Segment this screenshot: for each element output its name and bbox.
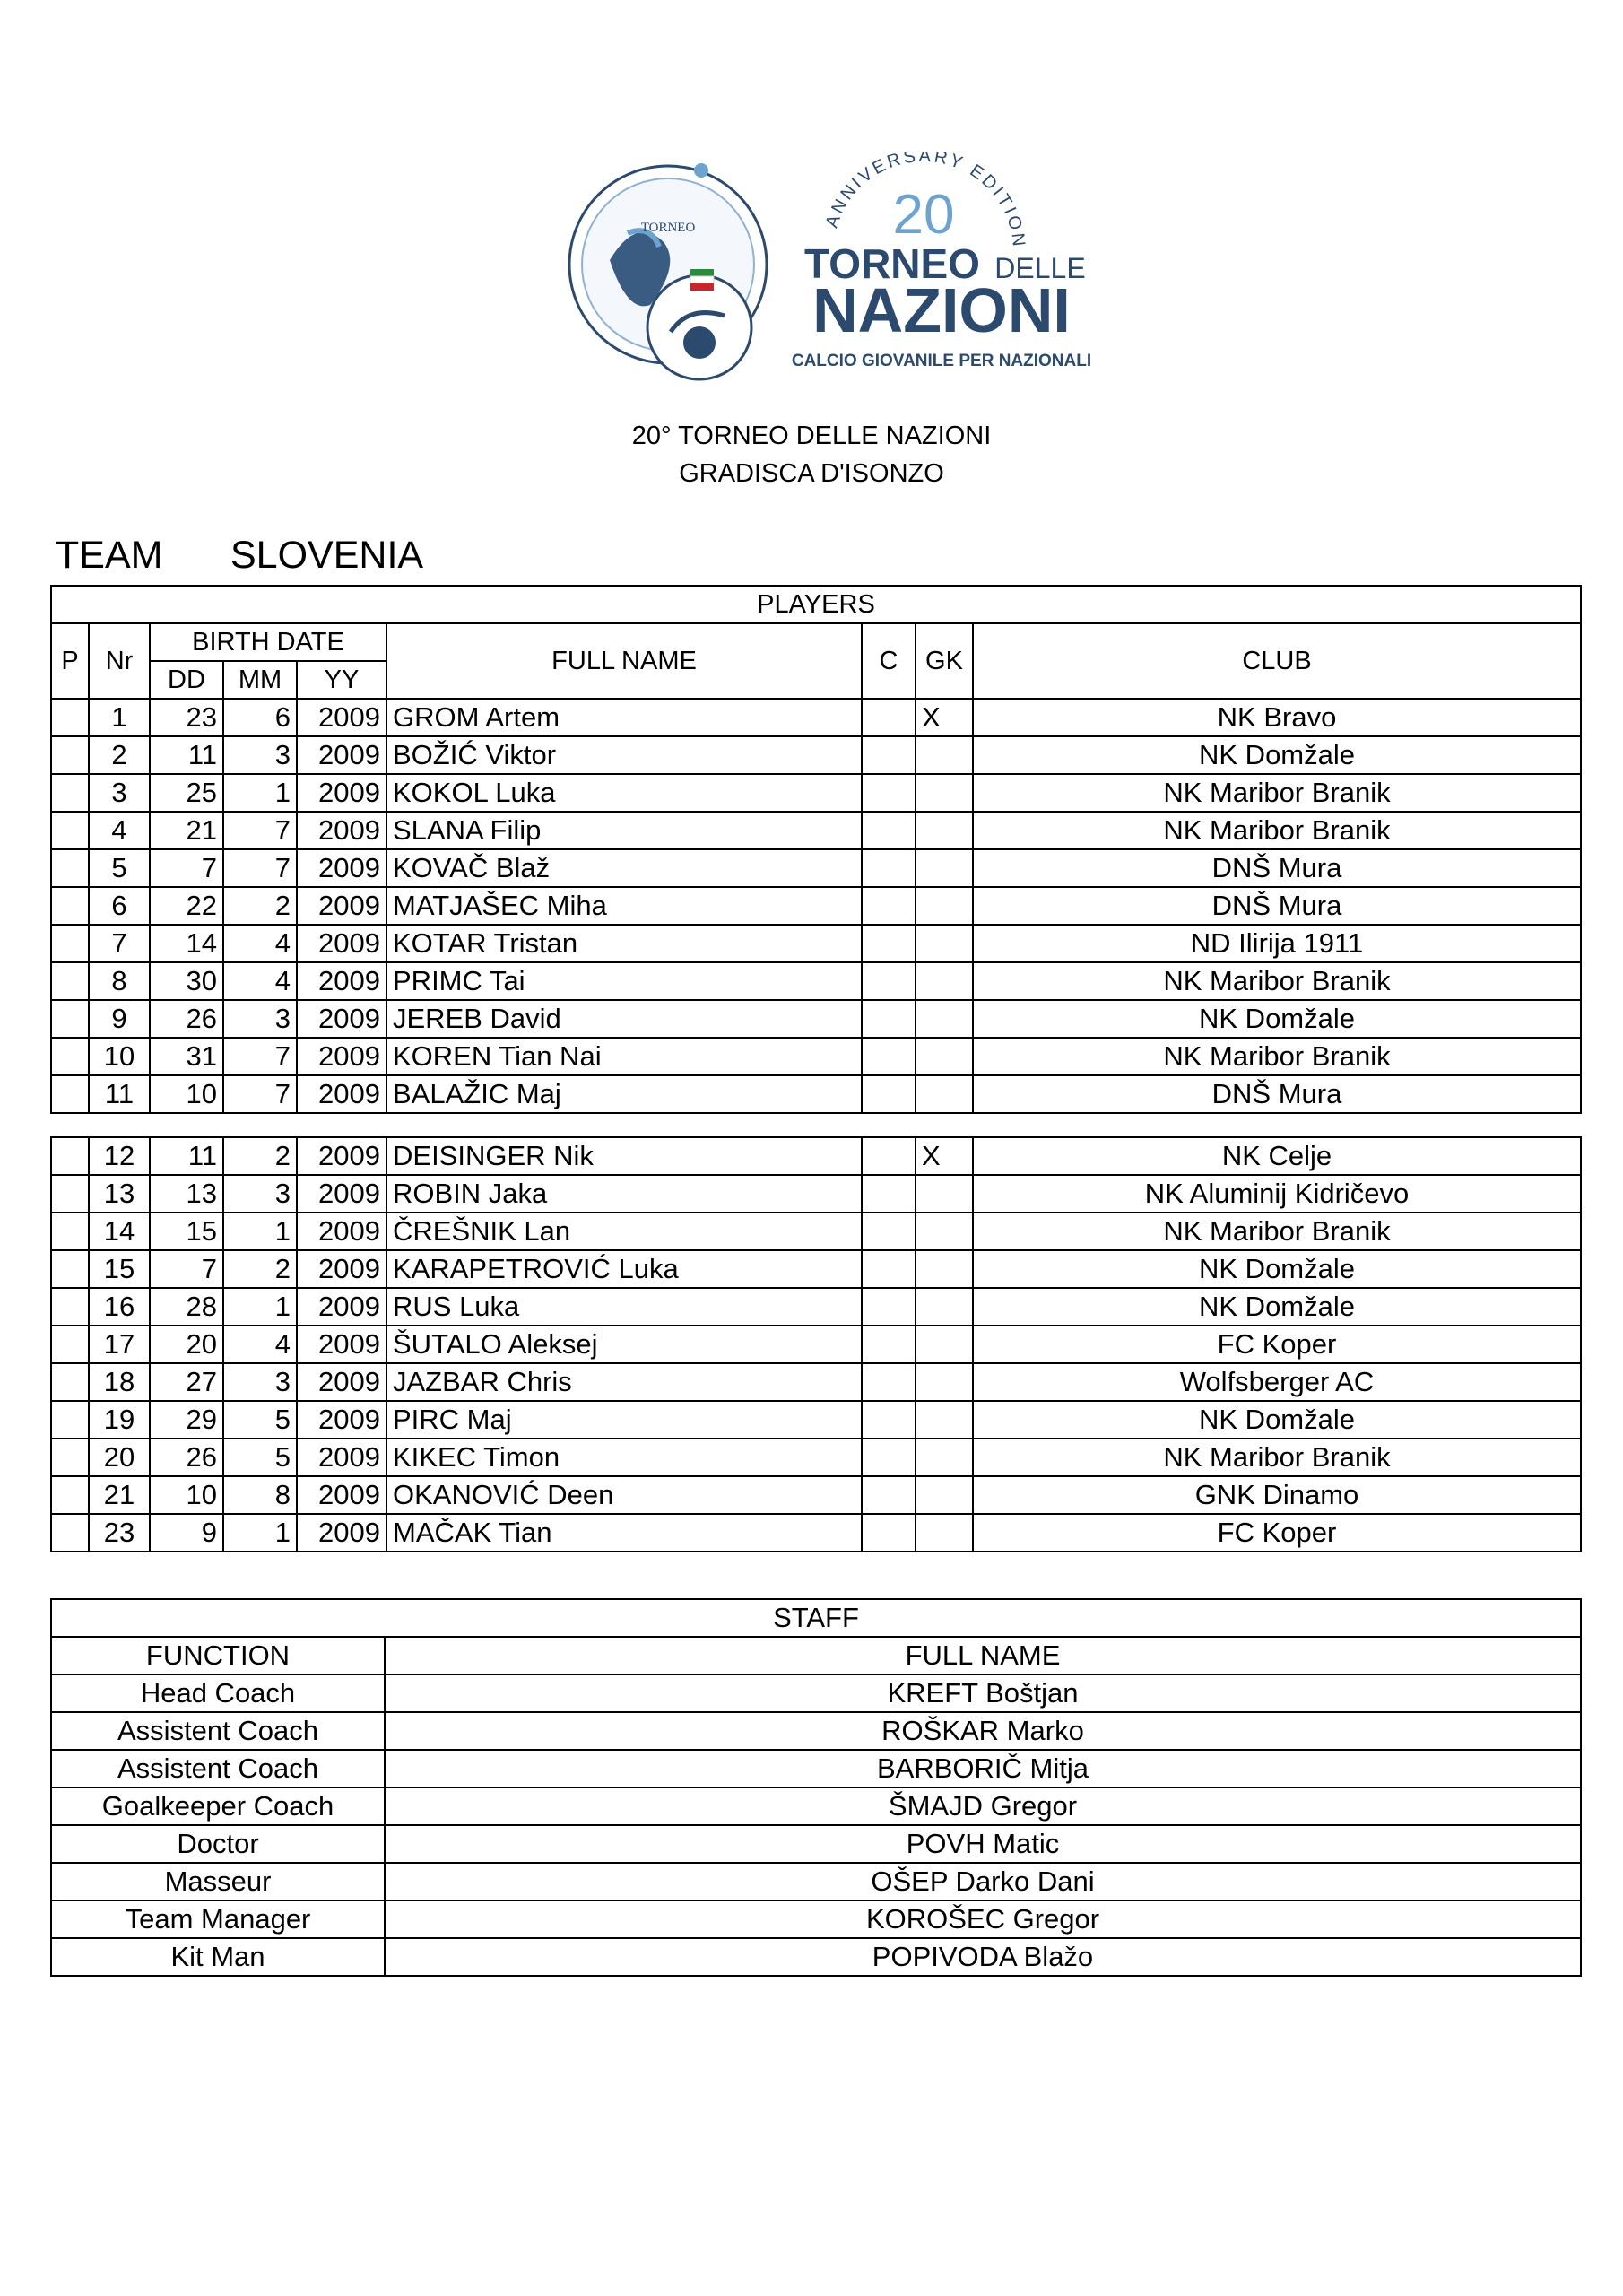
player-position: [51, 1401, 89, 1439]
player-birth-month: 4: [223, 962, 297, 1000]
players-table-a: [50, 585, 1582, 1114]
player-captain-mark: [862, 1514, 916, 1552]
svg-text:DELLE: DELLE: [994, 252, 1086, 284]
player-birth-year: 2009: [297, 849, 386, 887]
player-club: NK Domžale: [973, 1250, 1581, 1288]
player-full-name: KOVAČ Blaž: [386, 849, 862, 887]
player-goalkeeper-mark: [916, 1175, 973, 1213]
svg-text:TORNEO: TORNEO: [640, 221, 696, 235]
player-club: NK Aluminij Kidričevo: [973, 1175, 1581, 1213]
player-captain-mark: [862, 774, 916, 812]
player-number: 18: [89, 1363, 150, 1401]
staff-function: Team Manager: [51, 1900, 385, 1938]
player-birth-day: 20: [150, 1326, 223, 1363]
player-captain-mark: [862, 1075, 916, 1113]
player-position: [51, 1213, 89, 1250]
player-number: 4: [89, 812, 150, 849]
player-position: [51, 1476, 89, 1514]
player-goalkeeper-mark: [916, 925, 973, 962]
player-full-name: KARAPETROVIĆ Luka: [386, 1250, 862, 1288]
player-birth-year: 2009: [297, 1476, 386, 1514]
player-number: 5: [89, 849, 150, 887]
col-header-club: CLUB: [973, 623, 1581, 699]
player-birth-day: 10: [150, 1476, 223, 1514]
player-birth-day: 14: [150, 925, 223, 962]
player-birth-year: 2009: [297, 887, 386, 925]
player-full-name: OKANOVIĆ Deen: [386, 1476, 862, 1514]
player-goalkeeper-mark: [916, 1514, 973, 1552]
player-number: 15: [89, 1250, 150, 1288]
player-birth-year: 2009: [297, 1288, 386, 1326]
player-position: [51, 1326, 89, 1363]
svg-text:TORNEO: TORNEO: [804, 240, 980, 287]
player-position: [51, 1439, 89, 1476]
staff-full-name: KREFT Boštjan: [385, 1674, 1581, 1712]
player-birth-year: 2009: [297, 962, 386, 1000]
player-position: [51, 849, 89, 887]
player-club: NK Celje: [973, 1137, 1581, 1175]
player-number: 11: [89, 1075, 150, 1113]
player-position: [51, 812, 89, 849]
player-goalkeeper-mark: [916, 1075, 973, 1113]
player-row: [51, 1326, 1581, 1363]
staff-function: Assistent Coach: [51, 1750, 385, 1787]
player-position: [51, 1514, 89, 1552]
player-number: 6: [89, 887, 150, 925]
player-full-name: JAZBAR Chris: [386, 1363, 862, 1401]
player-birth-day: 28: [150, 1288, 223, 1326]
player-club: NK Domžale: [973, 1401, 1581, 1439]
player-goalkeeper-mark: [916, 1000, 973, 1038]
player-number: 16: [89, 1288, 150, 1326]
staff-row: [51, 1750, 1581, 1787]
player-birth-day: 26: [150, 1439, 223, 1476]
player-goalkeeper-mark: [916, 1213, 973, 1250]
player-club: NK Domžale: [973, 1288, 1581, 1326]
player-position: [51, 1250, 89, 1288]
player-captain-mark: [862, 1250, 916, 1288]
player-full-name: MAČAK Tian: [386, 1514, 862, 1552]
player-row: [51, 1288, 1581, 1326]
player-goalkeeper-mark: [916, 1401, 973, 1439]
player-birth-year: 2009: [297, 1075, 386, 1113]
player-birth-month: 3: [223, 1363, 297, 1401]
player-captain-mark: [862, 962, 916, 1000]
player-number: 17: [89, 1326, 150, 1363]
player-captain-mark: [862, 1000, 916, 1038]
player-captain-mark: [862, 1363, 916, 1401]
player-full-name: KOREN Tian Nai: [386, 1038, 862, 1075]
team-label: TEAM: [56, 534, 163, 577]
player-birth-month: 5: [223, 1439, 297, 1476]
player-goalkeeper-mark: X: [916, 699, 973, 736]
player-birth-day: 22: [150, 887, 223, 925]
player-birth-day: 23: [150, 699, 223, 736]
player-birth-year: 2009: [297, 774, 386, 812]
player-captain-mark: [862, 1137, 916, 1175]
player-goalkeeper-mark: [916, 1326, 973, 1363]
player-position: [51, 1288, 89, 1326]
team-name: SLOVENIA: [230, 534, 424, 577]
player-position: [51, 925, 89, 962]
player-birth-year: 2009: [297, 699, 386, 736]
staff-function: Goalkeeper Coach: [51, 1787, 385, 1825]
player-full-name: PRIMC Tai: [386, 962, 862, 1000]
player-birth-year: 2009: [297, 1137, 386, 1175]
player-club: ND Ilirija 1911: [973, 925, 1581, 962]
player-goalkeeper-mark: X: [916, 1137, 973, 1175]
player-birth-year: 2009: [297, 1439, 386, 1476]
player-full-name: JEREB David: [386, 1000, 862, 1038]
tournament-logo: [565, 152, 1103, 386]
player-captain-mark: [862, 1038, 916, 1075]
player-club: NK Maribor Branik: [973, 1038, 1581, 1075]
player-number: 20: [89, 1439, 150, 1476]
player-number: 3: [89, 774, 150, 812]
player-birth-day: 11: [150, 1137, 223, 1175]
player-club: NK Domžale: [973, 736, 1581, 774]
player-row: [51, 962, 1581, 1000]
player-position: [51, 962, 89, 1000]
player-birth-day: 7: [150, 849, 223, 887]
player-birth-year: 2009: [297, 1363, 386, 1401]
player-row: [51, 1514, 1581, 1552]
col-header-full-name: FULL NAME: [386, 623, 862, 699]
player-captain-mark: [862, 925, 916, 962]
player-number: 14: [89, 1213, 150, 1250]
player-full-name: MATJAŠEC Miha: [386, 887, 862, 925]
player-birth-year: 2009: [297, 1213, 386, 1250]
player-number: 7: [89, 925, 150, 962]
player-captain-mark: [862, 1175, 916, 1213]
col-header-birth-date: BIRTH DATE: [150, 623, 386, 661]
player-captain-mark: [862, 1213, 916, 1250]
player-birth-month: 5: [223, 1401, 297, 1439]
player-birth-year: 2009: [297, 1175, 386, 1213]
col-header-p: P: [51, 623, 89, 699]
player-full-name: DEISINGER Nik: [386, 1137, 862, 1175]
player-row: [51, 774, 1581, 812]
player-club: NK Maribor Branik: [973, 812, 1581, 849]
player-captain-mark: [862, 812, 916, 849]
player-goalkeeper-mark: [916, 962, 973, 1000]
player-row: [51, 887, 1581, 925]
player-goalkeeper-mark: [916, 774, 973, 812]
staff-row: [51, 1900, 1581, 1938]
col-header-goalkeeper: GK: [916, 623, 973, 699]
player-full-name: BALAŽIC Maj: [386, 1075, 862, 1113]
staff-function: Head Coach: [51, 1674, 385, 1712]
player-birth-day: 11: [150, 736, 223, 774]
player-birth-month: 1: [223, 1288, 297, 1326]
player-number: 9: [89, 1000, 150, 1038]
player-row: [51, 1038, 1581, 1075]
player-birth-month: 2: [223, 1250, 297, 1288]
player-club: NK Maribor Branik: [973, 1213, 1581, 1250]
tournament-location: GRADISCA D'ISONZO: [679, 459, 944, 488]
player-birth-month: 8: [223, 1476, 297, 1514]
player-goalkeeper-mark: [916, 1476, 973, 1514]
player-full-name: GROM Artem: [386, 699, 862, 736]
player-club: FC Koper: [973, 1514, 1581, 1552]
player-number: 12: [89, 1137, 150, 1175]
staff-section-title: STAFF: [51, 1599, 1581, 1637]
player-full-name: KOTAR Tristan: [386, 925, 862, 962]
player-row: [51, 736, 1581, 774]
player-birth-year: 2009: [297, 736, 386, 774]
player-position: [51, 1038, 89, 1075]
player-birth-day: 15: [150, 1213, 223, 1250]
player-birth-month: 1: [223, 1213, 297, 1250]
team-line: [56, 534, 423, 578]
player-row: [51, 1175, 1581, 1213]
player-club: DNŠ Mura: [973, 849, 1581, 887]
player-club: GNK Dinamo: [973, 1476, 1581, 1514]
player-birth-day: 26: [150, 1000, 223, 1038]
staff-full-name: BARBORIČ Mitja: [385, 1750, 1581, 1787]
player-birth-day: 21: [150, 812, 223, 849]
player-full-name: SLANA Filip: [386, 812, 862, 849]
player-position: [51, 774, 89, 812]
player-full-name: ŠUTALO Aleksej: [386, 1326, 862, 1363]
player-captain-mark: [862, 887, 916, 925]
staff-full-name: POVH Matic: [385, 1825, 1581, 1863]
staff-table: [50, 1598, 1582, 1977]
player-row: [51, 1137, 1581, 1175]
player-number: 2: [89, 736, 150, 774]
tournament-logo-graphic: [565, 152, 1103, 386]
player-row: [51, 1401, 1581, 1439]
player-birth-day: 25: [150, 774, 223, 812]
staff-row: [51, 1787, 1581, 1825]
player-goalkeeper-mark: [916, 1439, 973, 1476]
staff-function: Doctor: [51, 1825, 385, 1863]
svg-text:CALCIO GIOVANILE PER NAZIONALI: CALCIO GIOVANILE PER NAZIONALI: [791, 352, 1092, 370]
player-number: 23: [89, 1514, 150, 1552]
player-row: [51, 1000, 1581, 1038]
player-captain-mark: [862, 1326, 916, 1363]
player-goalkeeper-mark: [916, 1288, 973, 1326]
player-birth-year: 2009: [297, 1514, 386, 1552]
player-club: NK Maribor Branik: [973, 774, 1581, 812]
staff-row: [51, 1712, 1581, 1750]
player-captain-mark: [862, 736, 916, 774]
player-club: Wolfsberger AC: [973, 1363, 1581, 1401]
player-birth-month: 3: [223, 1000, 297, 1038]
staff-row: [51, 1825, 1581, 1863]
svg-text:NAZIONI: NAZIONI: [812, 275, 1071, 345]
player-birth-month: 3: [223, 1175, 297, 1213]
col-header-nr: Nr: [89, 623, 150, 699]
player-birth-month: 3: [223, 736, 297, 774]
player-birth-month: 1: [223, 774, 297, 812]
player-row: [51, 1476, 1581, 1514]
player-goalkeeper-mark: [916, 1250, 973, 1288]
player-birth-month: 6: [223, 699, 297, 736]
player-goalkeeper-mark: [916, 1363, 973, 1401]
player-goalkeeper-mark: [916, 736, 973, 774]
player-number: 21: [89, 1476, 150, 1514]
player-birth-year: 2009: [297, 812, 386, 849]
staff-function: Assistent Coach: [51, 1712, 385, 1750]
staff-full-name: ŠMAJD Gregor: [385, 1787, 1581, 1825]
player-birth-year: 2009: [297, 1250, 386, 1288]
player-birth-month: 7: [223, 849, 297, 887]
player-position: [51, 736, 89, 774]
player-number: 19: [89, 1401, 150, 1439]
col-header-function: FUNCTION: [51, 1637, 385, 1674]
player-goalkeeper-mark: [916, 849, 973, 887]
player-row: [51, 849, 1581, 887]
player-birth-year: 2009: [297, 1000, 386, 1038]
player-goalkeeper-mark: [916, 887, 973, 925]
player-club: NK Bravo: [973, 699, 1581, 736]
player-full-name: KIKEC Timon: [386, 1439, 862, 1476]
player-birth-day: 13: [150, 1175, 223, 1213]
player-captain-mark: [862, 1288, 916, 1326]
player-birth-year: 2009: [297, 1401, 386, 1439]
svg-text:20: 20: [892, 184, 955, 246]
player-number: 13: [89, 1175, 150, 1213]
player-captain-mark: [862, 849, 916, 887]
players-section-title: PLAYERS: [51, 586, 1581, 623]
col-header-captain: C: [862, 623, 916, 699]
staff-row: [51, 1938, 1581, 1976]
player-birth-day: 31: [150, 1038, 223, 1075]
player-row: [51, 925, 1581, 962]
player-full-name: BOŽIĆ Viktor: [386, 736, 862, 774]
player-birth-day: 7: [150, 1250, 223, 1288]
staff-function: Masseur: [51, 1863, 385, 1900]
player-birth-day: 9: [150, 1514, 223, 1552]
col-header-dd: DD: [150, 661, 223, 699]
player-full-name: ROBIN Jaka: [386, 1175, 862, 1213]
player-captain-mark: [862, 1476, 916, 1514]
player-birth-month: 7: [223, 1038, 297, 1075]
staff-row: [51, 1863, 1581, 1900]
players-table-b: [50, 1136, 1582, 1552]
player-position: [51, 1175, 89, 1213]
player-birth-month: 2: [223, 1137, 297, 1175]
player-birth-day: 30: [150, 962, 223, 1000]
player-captain-mark: [862, 1401, 916, 1439]
player-position: [51, 1137, 89, 1175]
player-club: NK Maribor Branik: [973, 1439, 1581, 1476]
player-row: [51, 699, 1581, 736]
player-full-name: PIRC Maj: [386, 1401, 862, 1439]
col-header-yy: YY: [297, 661, 386, 699]
player-full-name: KOKOL Luka: [386, 774, 862, 812]
player-row: [51, 1250, 1581, 1288]
player-full-name: RUS Luka: [386, 1288, 862, 1326]
staff-function: Kit Man: [51, 1938, 385, 1976]
player-birth-day: 27: [150, 1363, 223, 1401]
player-position: [51, 699, 89, 736]
staff-full-name: ROŠKAR Marko: [385, 1712, 1581, 1750]
player-row: [51, 1075, 1581, 1113]
staff-full-name: POPIVODA Blažo: [385, 1938, 1581, 1976]
player-row: [51, 1213, 1581, 1250]
player-goalkeeper-mark: [916, 1038, 973, 1075]
player-birth-year: 2009: [297, 1326, 386, 1363]
player-row: [51, 812, 1581, 849]
player-birth-day: 10: [150, 1075, 223, 1113]
player-club: FC Koper: [973, 1326, 1581, 1363]
col-header-mm: MM: [223, 661, 297, 699]
player-club: NK Maribor Branik: [973, 962, 1581, 1000]
player-birth-month: 2: [223, 887, 297, 925]
player-number: 1: [89, 699, 150, 736]
player-captain-mark: [862, 1439, 916, 1476]
player-row: [51, 1439, 1581, 1476]
player-goalkeeper-mark: [916, 812, 973, 849]
col-header-staff-full-name: FULL NAME: [385, 1637, 1581, 1674]
player-position: [51, 887, 89, 925]
player-birth-year: 2009: [297, 925, 386, 962]
player-birth-month: 4: [223, 925, 297, 962]
player-birth-day: 29: [150, 1401, 223, 1439]
staff-row: [51, 1674, 1581, 1712]
player-birth-month: 4: [223, 1326, 297, 1363]
player-birth-year: 2009: [297, 1038, 386, 1075]
player-club: NK Domžale: [973, 1000, 1581, 1038]
svg-text:ANNIVERSARY EDITION: ANNIVERSARY EDITION: [821, 152, 1029, 250]
player-birth-month: 7: [223, 1075, 297, 1113]
player-number: 8: [89, 962, 150, 1000]
player-club: DNŠ Mura: [973, 1075, 1581, 1113]
player-club: DNŠ Mura: [973, 887, 1581, 925]
tournament-title: 20° TORNEO DELLE NAZIONI: [631, 422, 992, 450]
player-position: [51, 1363, 89, 1401]
player-full-name: ČREŠNIK Lan: [386, 1213, 862, 1250]
player-birth-month: 7: [223, 812, 297, 849]
player-position: [51, 1000, 89, 1038]
staff-full-name: OŠEP Darko Dani: [385, 1863, 1581, 1900]
staff-full-name: KOROŠEC Gregor: [385, 1900, 1581, 1938]
player-row: [51, 1363, 1581, 1401]
player-captain-mark: [862, 699, 916, 736]
player-birth-month: 1: [223, 1514, 297, 1552]
player-number: 10: [89, 1038, 150, 1075]
player-position: [51, 1075, 89, 1113]
